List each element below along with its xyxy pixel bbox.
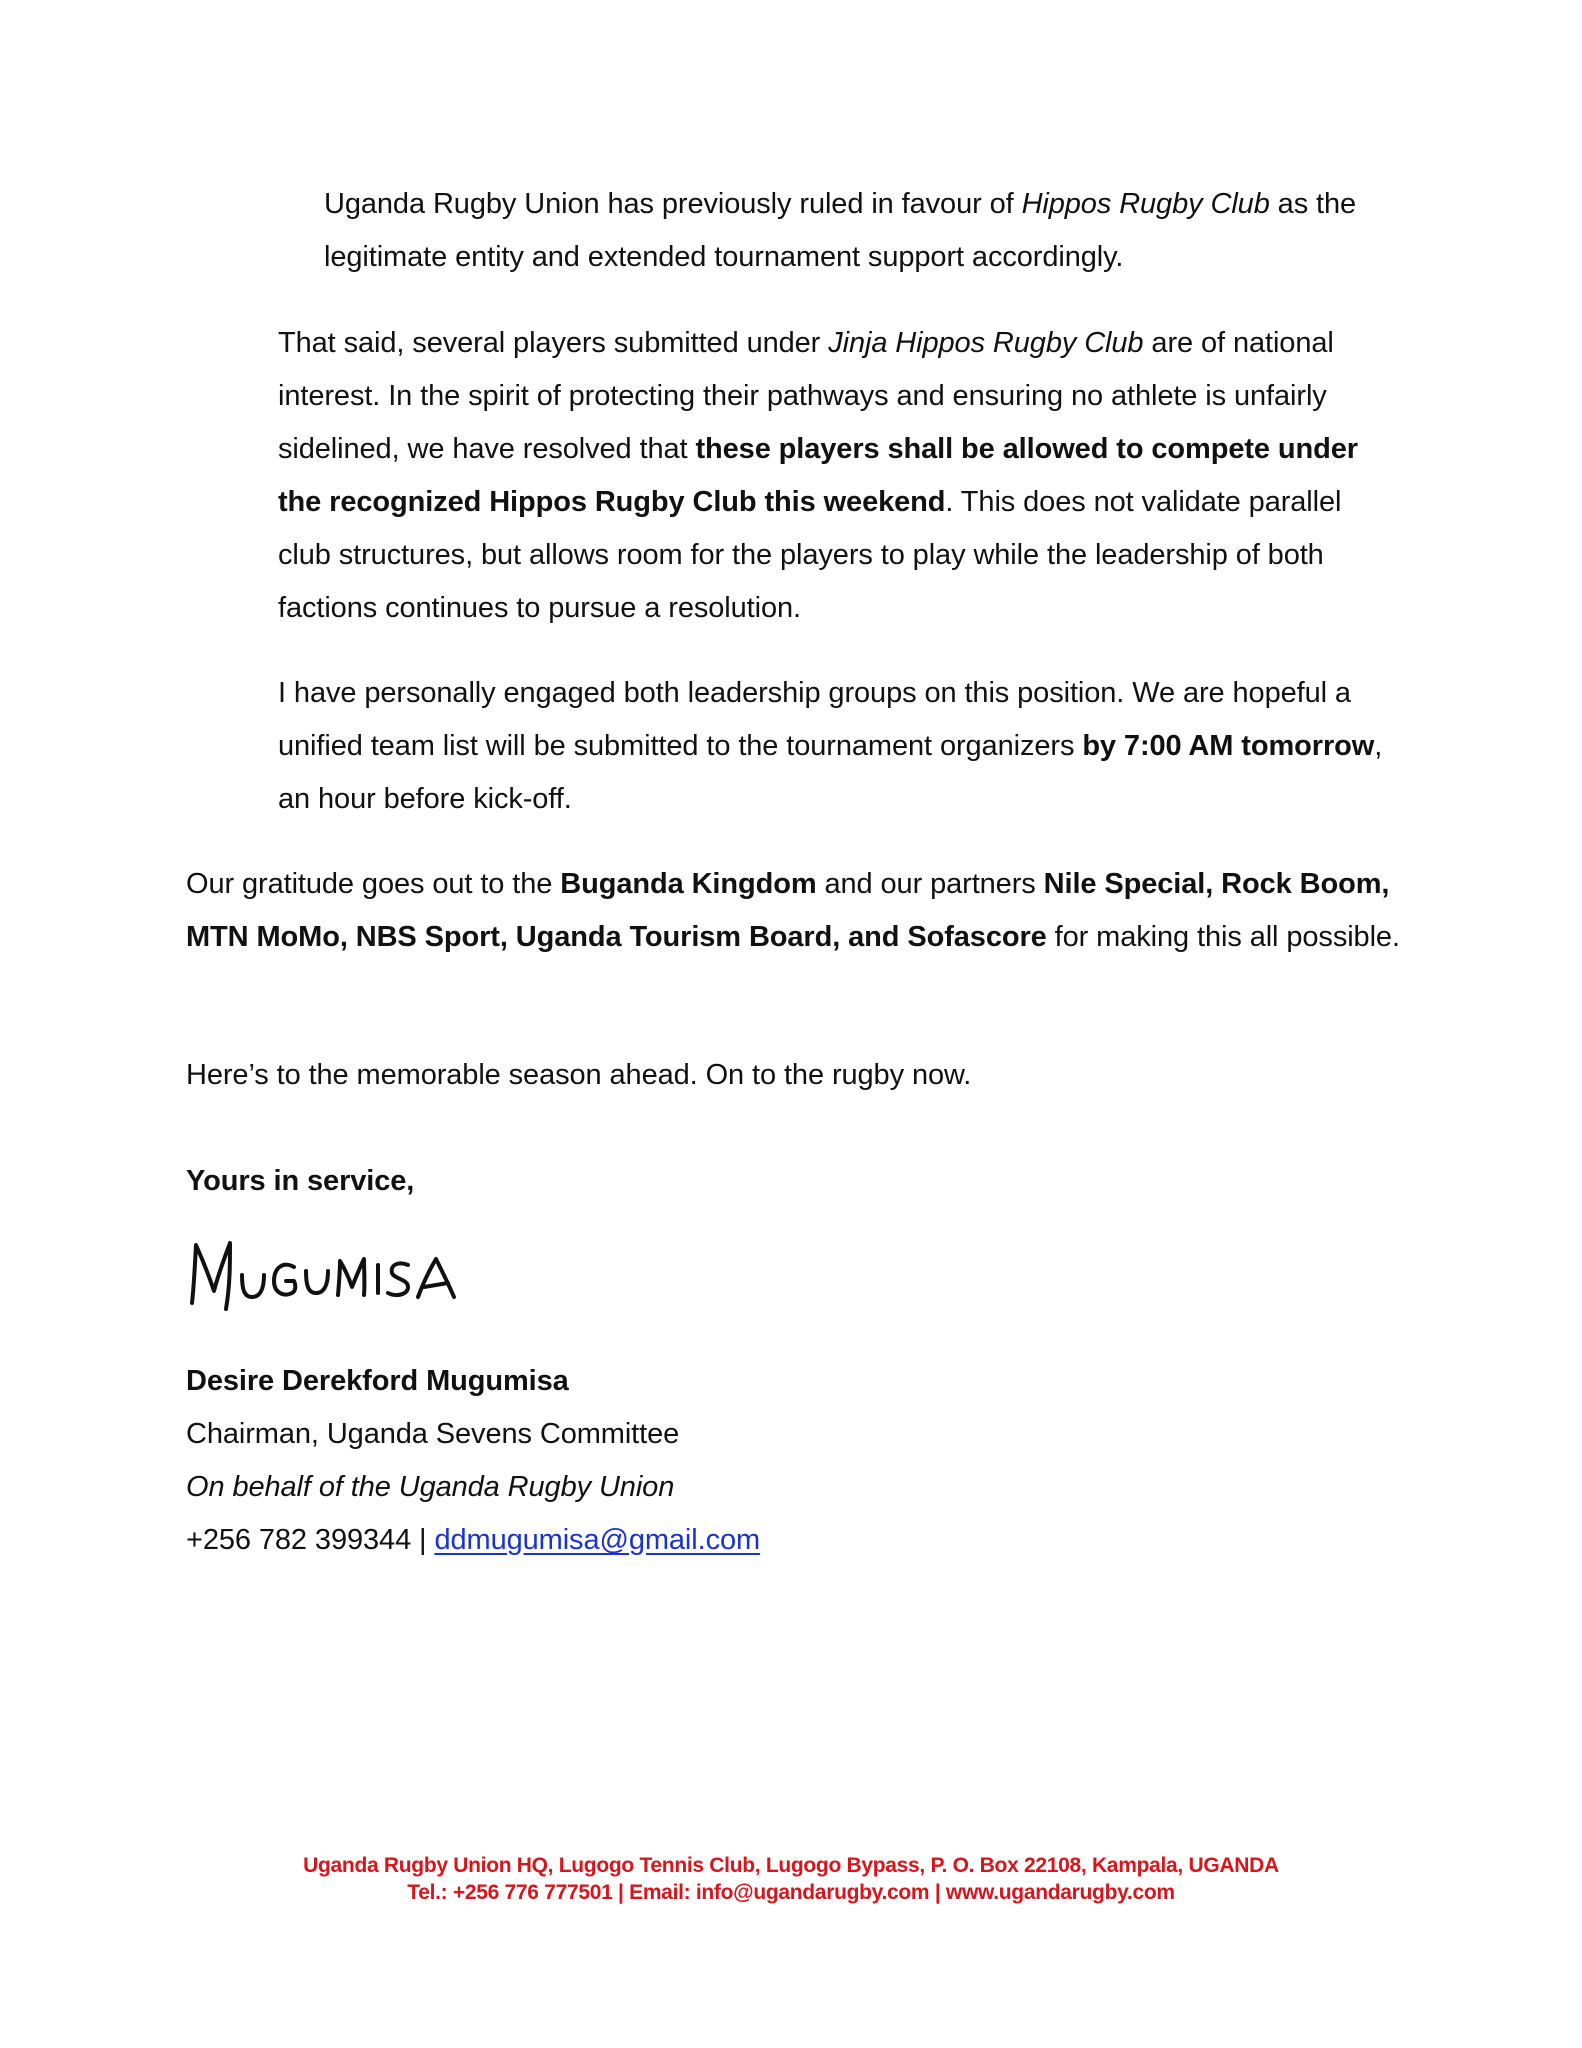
club-name-italic: Hippos Rugby Club [1021,188,1270,220]
text-segment: Our gratitude goes out to the [186,868,561,900]
partners-bold: Nile Special, Rock Boom, MTN MoMo, NBS Sport, Uganda Tourism Board, and Sofascore [186,868,1390,953]
text-segment: I have personally engaged both leadership groups on this position. We are hopeful a unified team list will be submitted to the tournament organizers [278,677,1351,762]
letterhead-footer [0,1852,1582,1906]
text-segment: That said, several players submitted under [278,327,829,359]
text-segment: for making this all possible. [1046,921,1400,953]
deadline-bold: by 7:00 AM tomorrow [1082,730,1375,762]
text-segment: , an hour before kick-off. [278,730,1383,815]
kingdom-bold: Buganda Kingdom [560,868,817,900]
text-segment: are of national interest. In the spirit of protecting their pathways and ensuring no athlete is unfairly sidelined, we have resolved that [278,327,1334,465]
text-segment: . This does not validate parallel club structures, but allows room for the players to play while the leadership of both factions continues to pursue a resolution. [278,486,1342,624]
signer-title: Chairman, Uganda Sevens Committee [186,1418,680,1450]
signer-phone: +256 782 399344 | [186,1524,435,1556]
paragraph-team-list [278,667,1402,826]
signer-name: Desire Derekford Mugumisa [186,1365,569,1397]
paragraph-prior-ruling [324,178,1414,284]
signature-block [186,1355,760,1567]
paragraph-player-eligibility [278,317,1402,635]
closing-salutation: Yours in service, [186,1165,415,1197]
handwritten-signature [186,1235,486,1315]
signer-on-behalf: On behalf of the Uganda Rugby Union [186,1471,675,1503]
paragraph-season: Here’s to the memorable season ahead. On to the rugby now. [186,1059,972,1091]
resolution-bold: these players shall be allowed to compete under the recognized Hippos Rugby Club this weekend [278,433,1358,518]
text-segment: as the legitimate entity and extended tournament support accordingly. [324,188,1357,273]
footer-address: Uganda Rugby Union HQ, Lugogo Tennis Club, Lugogo Bypass, P. O. Box 22108, Kampala, UGANDA [303,1854,1279,1877]
paragraph-gratitude [186,858,1408,964]
text-segment: and our partners [816,868,1044,900]
footer-contact: Tel.: +256 776 777501 | Email: info@ugandarugby.com | www.ugandarugby.com [407,1881,1175,1904]
club-name-italic: Jinja Hippos Rugby Club [828,327,1144,359]
signer-contact [186,1514,760,1567]
text-segment: Uganda Rugby Union has previously ruled in favour of [324,188,1022,220]
email-link[interactable]: ddmugumisa@gmail.com [434,1524,761,1556]
